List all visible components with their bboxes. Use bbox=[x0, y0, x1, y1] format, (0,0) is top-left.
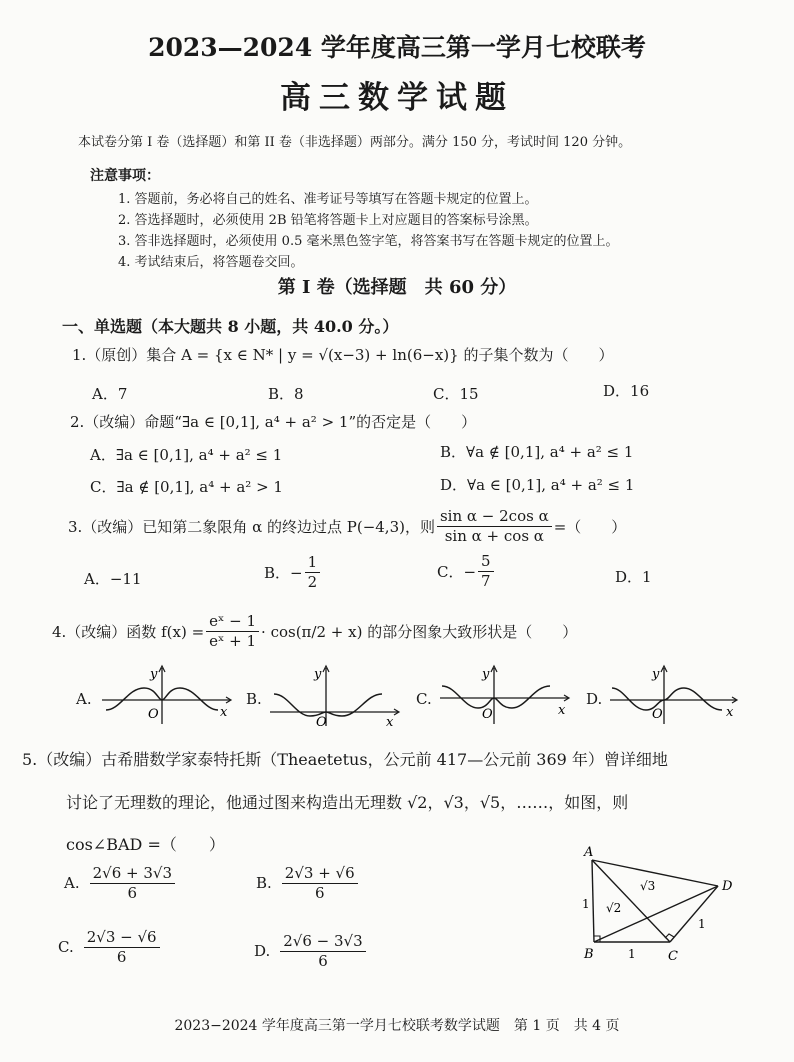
q5-option-c-label: C. bbox=[58, 938, 74, 957]
y-axis-label: y bbox=[150, 667, 158, 682]
section-title: 第 I 卷（选择题 共 60 分） bbox=[277, 277, 517, 298]
length-ab-label: 1 bbox=[582, 897, 590, 911]
q4-fraction bbox=[206, 612, 259, 651]
x-axis-label: x bbox=[386, 715, 394, 728]
question-2-stem: 2.（改编）命题“∃a ∈ [0,1], a⁴ + a² > 1”的否定是（ ） bbox=[70, 413, 477, 431]
notice-item: 3. 答非选择题时，必须使用 0.5 毫米黑色签字笔，将答案书写在答题卡规定的位置上。 bbox=[118, 234, 619, 249]
q3-option-c-denominator: 7 bbox=[481, 571, 491, 590]
x-axis-label: x bbox=[558, 703, 566, 718]
q3-fraction bbox=[437, 507, 552, 546]
length-cd-label: 1 bbox=[698, 917, 706, 931]
notice-heading: 注意事项： bbox=[90, 168, 160, 184]
curve-d bbox=[612, 688, 722, 710]
curve-c bbox=[442, 686, 550, 708]
q4-graph-a-label: A. bbox=[76, 690, 92, 708]
notice-item: 4. 考试结束后，将答题卷交回。 bbox=[118, 255, 304, 270]
exam-intro: 本试卷分第 I 卷（选择题）和第 II 卷（非选择题）两部分。满分 150 分，考试时间 120 分钟。 bbox=[78, 135, 632, 150]
q3-fraction-numerator: sin α − 2cos α bbox=[437, 507, 552, 527]
q5-option-a-fraction bbox=[90, 864, 175, 903]
q3-option-b-numerator: 1 bbox=[305, 553, 321, 573]
q4-graph-b bbox=[266, 662, 406, 728]
q5-option-b-label: B. bbox=[256, 874, 272, 893]
q1-option-b: B．8 bbox=[268, 385, 304, 403]
q5-figure-triangles bbox=[570, 846, 750, 966]
q5-option-c-numerator: 2√3 − √6 bbox=[84, 928, 160, 948]
notice-item: 1. 答题前，务必将自己的姓名、准考证号等填写在答题卡规定的位置上。 bbox=[118, 192, 538, 207]
point-b-label: B bbox=[584, 947, 594, 962]
q1-option-a: A．7 bbox=[92, 385, 128, 403]
q4-graph-d-label: D. bbox=[586, 690, 603, 708]
q1-stem-tail: 的子集个数为（ ） bbox=[463, 346, 614, 364]
q5-option-a-numerator: 2√6 + 3√3 bbox=[90, 864, 175, 884]
notice-item: 2. 答选择题时，必须使用 2B 铅笔将答题卡上对应题目的答案标号涂黑。 bbox=[118, 213, 538, 228]
question-5-line-2: 讨论了无理数的理论，他通过图来构造出无理数 √2，√3，√5，……，如图，则 bbox=[66, 793, 629, 812]
question-5-line-3: cos∠BAD =（ ） bbox=[66, 835, 225, 854]
q4-graph-a bbox=[98, 662, 238, 728]
q4-fraction-numerator: eˣ − 1 bbox=[206, 612, 259, 632]
q3-option-c-fraction bbox=[478, 552, 494, 591]
q4-stem-tail: · cos(π/2 + x) 的部分图象大致形状是（ ） bbox=[261, 622, 578, 641]
point-d-label: D bbox=[722, 879, 733, 894]
q5-option-c-fraction bbox=[84, 928, 160, 967]
point-c-label: C bbox=[668, 949, 678, 964]
q3-fraction-denominator: sin α + cos α bbox=[444, 526, 544, 545]
q4-fraction-denominator: eˣ + 1 bbox=[209, 631, 257, 650]
segment-ac bbox=[592, 860, 670, 942]
q5-option-c-denominator: 6 bbox=[116, 947, 127, 966]
q1-option-c: C．15 bbox=[433, 385, 479, 403]
q5-option-c bbox=[58, 928, 162, 967]
q4-graph-b-label: B. bbox=[246, 690, 262, 708]
q5-option-b-numerator: 2√3 + √6 bbox=[282, 864, 358, 884]
q3-option-b-fraction bbox=[305, 553, 321, 592]
q1-set-expression: 1.（原创）集合 A = {x ∈ N* | y = √(x−3) + ln(6−x)} bbox=[72, 346, 459, 364]
question-1-stem bbox=[72, 344, 613, 365]
q5-option-b bbox=[256, 864, 360, 903]
q3-option-c-label: C．− bbox=[437, 562, 477, 581]
exam-title: 2023—2024 学年度高三第一学月七校联考 bbox=[148, 33, 646, 62]
q5-option-d-label: D. bbox=[254, 942, 271, 961]
q5-option-b-denominator: 6 bbox=[314, 883, 325, 902]
question-4-stem bbox=[52, 612, 577, 651]
q4-graph-c bbox=[436, 662, 576, 728]
q5-option-d-fraction bbox=[280, 932, 365, 971]
page-footer: 2023−2024 学年度高三第一学月七校联考数学试题 第 1 页 共 4 页 bbox=[174, 1018, 620, 1034]
q5-option-d-denominator: 6 bbox=[318, 951, 328, 970]
length-bc-label: 1 bbox=[628, 947, 636, 961]
q5-option-a bbox=[64, 864, 177, 903]
y-axis-label: y bbox=[652, 667, 660, 682]
q3-stem-text: 3.（改编）已知第二象限角 α 的终边过点 P(−4,3)，则 bbox=[68, 517, 435, 536]
q2-option-a: A．∃a ∈ [0,1], a⁴ + a² ≤ 1 bbox=[90, 446, 283, 464]
q5-option-b-fraction bbox=[282, 864, 358, 903]
q3-option-c bbox=[437, 552, 496, 591]
y-axis-label: y bbox=[314, 667, 322, 682]
curve-b bbox=[274, 694, 382, 716]
origin-label: O bbox=[316, 715, 327, 728]
length-ad-label: √3 bbox=[640, 879, 656, 893]
q3-option-b-denominator: 2 bbox=[307, 572, 318, 591]
q3-option-b bbox=[264, 553, 322, 592]
length-ac-label: √2 bbox=[606, 901, 622, 915]
x-axis-label: x bbox=[726, 705, 734, 720]
point-a-label: A bbox=[584, 846, 594, 860]
q2-option-c: C．∃a ∉ [0,1], a⁴ + a² > 1 bbox=[90, 478, 283, 496]
x-axis-label: x bbox=[220, 705, 228, 720]
question-5-line-1: 5.（改编）古希腊数学家泰特托斯（Theaetetus，公元前 417—公元前 369 年）曾详细地 bbox=[22, 750, 668, 769]
q1-option-d: D．16 bbox=[603, 382, 650, 400]
q5-option-d-numerator: 2√6 − 3√3 bbox=[280, 932, 365, 952]
right-angle-mark-c bbox=[665, 934, 674, 938]
q4-graph-d bbox=[606, 662, 746, 728]
q4-stem-text: 4.（改编）函数 f(x) = bbox=[52, 622, 205, 641]
origin-label: O bbox=[148, 707, 159, 722]
q3-option-b-label: B．− bbox=[264, 563, 303, 582]
q5-option-d bbox=[254, 932, 368, 971]
q3-stem-tail: =（ ） bbox=[553, 517, 627, 536]
segment-ab bbox=[592, 860, 594, 942]
part-title: 一、单选题（本大题共 8 小题，共 40.0 分。） bbox=[62, 317, 399, 336]
q2-option-b: B．∀a ∉ [0,1], a⁴ + a² ≤ 1 bbox=[440, 443, 634, 461]
y-axis-label: y bbox=[482, 667, 490, 682]
origin-label: O bbox=[652, 707, 663, 722]
q3-option-d: D．1 bbox=[615, 568, 652, 586]
origin-label: O bbox=[482, 707, 493, 722]
q2-option-d: D．∀a ∈ [0,1], a⁴ + a² ≤ 1 bbox=[440, 476, 635, 494]
paper-title: 高三数学试题 bbox=[280, 80, 514, 116]
question-3-stem bbox=[68, 507, 626, 546]
q5-option-a-denominator: 6 bbox=[127, 883, 138, 902]
q3-option-c-numerator: 5 bbox=[478, 552, 494, 572]
q5-option-a-label: A. bbox=[64, 874, 80, 893]
q3-option-a: A．−11 bbox=[84, 570, 142, 588]
q4-graph-c-label: C. bbox=[416, 690, 432, 708]
segment-cd bbox=[670, 886, 718, 942]
